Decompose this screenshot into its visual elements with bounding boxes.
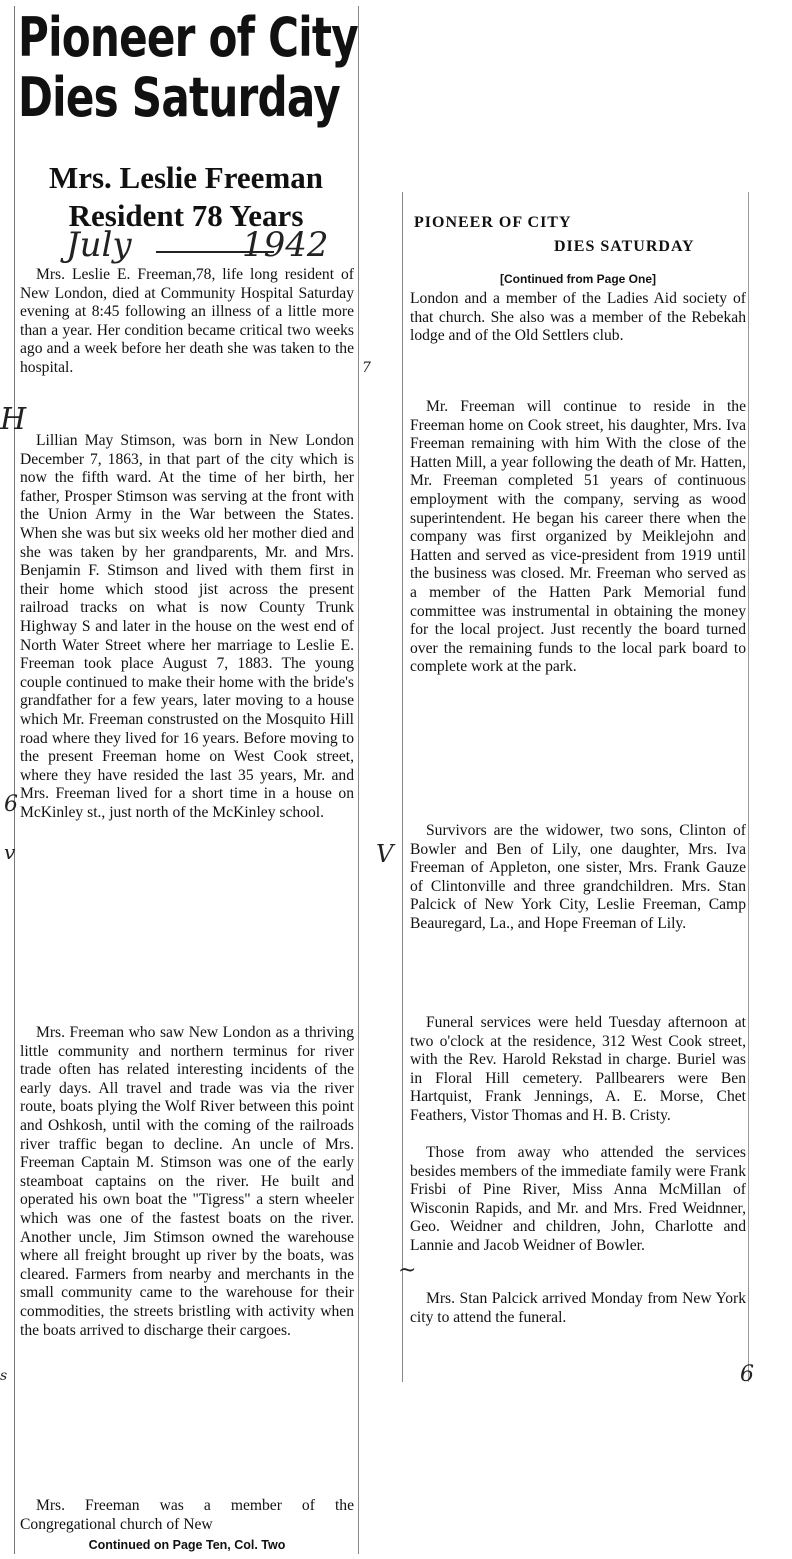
continuation-paragraph-5: Those from away who attended the services besides members of the immediate family were Frank Frisbi of Pine River, Miss Anna McMillan of Wisconin Rapids, and Mr. and Mrs. Fred Weidnner, Geo. Weidner and children, John, Charlotte and Lannie and Jacob Weidner of Bowler. [410,1144,746,1254]
subhead-line-1: Mrs. Leslie Freeman [48,160,324,195]
continuation-kicker-line-2: DIES SATURDAY [554,238,695,255]
handwritten-year: 1942 [242,225,329,265]
margin-mark: V [376,840,394,868]
continuation-paragraph-6: Mrs. Stan Palcick arrived Monday from New York city to attend the funeral. [410,1290,746,1326]
handwritten-date [66,225,346,265]
headline-line-1: Pioneer of City [18,6,358,69]
margin-mark: H [0,402,27,437]
subhead-line-2: Resident 78 Years [68,198,304,233]
article-paragraph-3: Mrs. Freeman who saw New London as a thriving little community and northern terminus for river trade often has related interesting incidents of the early days. All travel and trade was via the river route, boats plying the Wolf River between this point and Oshkosh, until with the coming of the railroads river traffic began to decline. An uncle of Mrs. Freeman Captain M. Stimson was one of the early steamboat captains on the river. He built and operated his own boat the "Tigress" a stern wheeler which was one of the fastest boats on the river. Another uncle, Jim Stimson owned the warehouse where all freight brought up river by the boats, was cleared. Farmers from nearby and merchants in the small community came to the warehouse for their commodities, the streets bristling with activity when the boats arrived to discharge their cargoes. [20,1024,354,1339]
column-rule-left [14,6,15,1554]
column-rule-middle [358,6,359,1554]
margin-mark: v [4,840,16,864]
column-2-rule-left [402,192,403,1382]
margin-mark: s [0,1368,8,1384]
margin-mark: 6 [740,1362,754,1387]
continuation-paragraph-3: Survivors are the widower, two sons, Clinton of Bowler and Ben of Lily, one daughter, Mrs. Iva Freeman of Appleton, one sister, Mrs. Frank Gauze of Clintonville and three grandchildren. Mrs. Stan Palcick of New York City, Leslie Freeman, Camp Beauregard, La., and Hope Freeman of Lily. [410,822,746,932]
column-2-rule-right [748,192,749,1382]
handwritten-month: July [66,225,132,265]
margin-mark: ~ [398,1258,417,1283]
continuation-kicker-line-1: PIONEER OF CITY [414,214,572,231]
headline [18,6,358,129]
article-paragraph-1: Mrs. Leslie E. Freeman,78, life long resident of New London, died at Community Hospital Saturday evening at 8:45 following an illness of a little more than a year. Her condition became critical two weeks ago and a week before her death she was taken to the hospital. [20,266,354,376]
headline-line-2: Dies Saturday [18,66,340,129]
continued-from-notice: [Continued from Page One] [500,272,656,286]
continuation-paragraph-1: London and a member of the Ladies Aid society of that church. She also was a member of the Rebekah lodge and of the Old Settlers club. [410,290,746,345]
article-paragraph-2: Lillian May Stimson, was born in New London December 7, 1863, in that part of the city which is now the fifth ward. At the time of her birth, her father, Prosper Stimson was serving at the front with the Union Army in the War between the States. When she was but six weeks old her mother died and she was taken by her grandparents, Mr. and Mrs. Benjamin F. Stimson and lived with them first in their home which stood jist across the present railroad tracks on what is now County Trunk Highway S and later in the house on the west end of North Water Street where her marriage to Leslie E. Freeman took place August 7, 1883. The young couple continued to make their home with the bride's grandfather for a few years, later moving to a house which Mr. Freeman construsted on the Mosquito Hill road where they lived for 16 years. Before moving to the present Freeman home on West Cook street, where they have resided the last 35 years, Mr. and Mrs. Freeman lived for a short time in a house on McKinley st., just north of the McKinley school. [20,432,354,821]
margin-mark: 6 [4,792,18,817]
margin-mark: 7 [362,360,371,376]
continued-on-notice: Continued on Page Ten, Col. Two [88,1538,286,1552]
continuation-paragraph-2: Mr. Freeman will continue to reside in the Freeman home on Cook street, his daughter, Mrs. Iva Freeman remaining with him With the close of the Hatten Mill, a year following the death of Mr. Hatten, Mr. Freeman completed 51 years of continuous employment with the company, serving as wood superintendent. He began his career there when the company was first organized by Meiklejohn and Hatten and served as vice-president from 1919 until the business was closed. Mr. Freeman who served as a member of the Hatten Park Memorial fund committee was instrumental in obtaining the money for the local project. Just recently the board turned over the remaining funds to the local park board to complete work at the park. [410,398,746,676]
article-paragraph-4: Mrs. Freeman was a member of the Congregational church of New [20,1497,354,1533]
continuation-paragraph-4: Funeral services were held Tuesday afternoon at two o'clock at the residence, 312 West Cook street, with the Rev. Harold Rekstad in charge. Buriel was in Floral Hill cemetery. Pallbearers were Ben Hartquist, Frank Jennings, A. E. Morse, Chet Feathers, Vistor Thomas and H. B. Cristy. [410,1014,746,1124]
